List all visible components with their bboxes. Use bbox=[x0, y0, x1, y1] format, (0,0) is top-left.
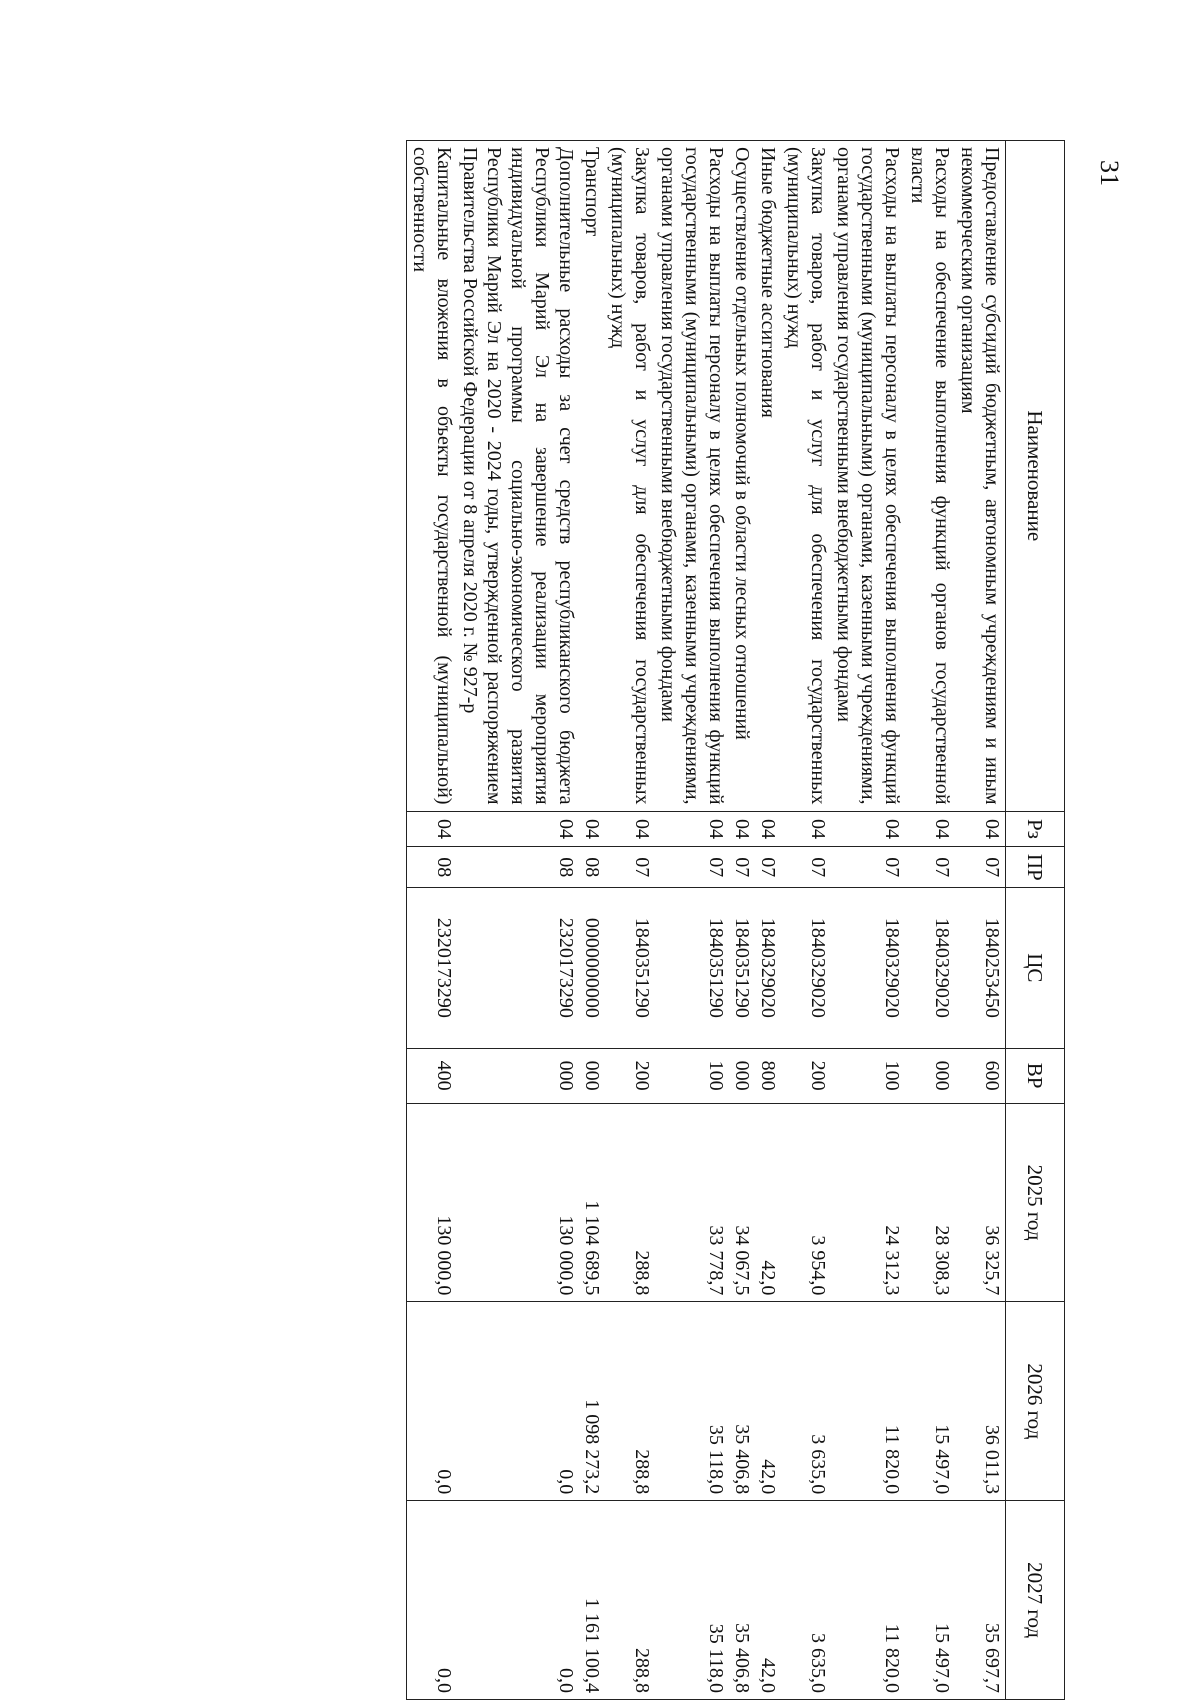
cell-2026: 11 820,0 bbox=[831, 1302, 905, 1501]
cell-pr: 07 bbox=[655, 847, 729, 888]
cell-vr: 100 bbox=[831, 1048, 905, 1103]
table-row bbox=[457, 141, 579, 1700]
table-row bbox=[831, 141, 905, 1700]
table-row bbox=[755, 141, 781, 1700]
table-row bbox=[579, 141, 605, 1700]
cell-pr: 07 bbox=[605, 847, 655, 888]
cell-cs: 1840253450 bbox=[955, 888, 1006, 1048]
cell-pr: 08 bbox=[579, 847, 605, 888]
cell-pr: 08 bbox=[457, 847, 579, 888]
cell-2026: 36 011,3 bbox=[955, 1302, 1006, 1501]
cell-vr: 000 bbox=[579, 1048, 605, 1103]
cell-2025: 3 954,0 bbox=[781, 1103, 831, 1302]
cell-2026: 0,0 bbox=[407, 1302, 458, 1501]
table-row bbox=[729, 141, 755, 1700]
cell-name: Капитальные вложения в объекты государственной (муниципальной) собственности bbox=[407, 141, 458, 812]
cell-2027: 288,8 bbox=[605, 1501, 655, 1700]
cell-name: Транспорт bbox=[579, 141, 605, 812]
cell-2027: 1 161 100,4 bbox=[579, 1501, 605, 1700]
table-row bbox=[407, 141, 458, 1700]
cell-vr: 100 bbox=[655, 1048, 729, 1103]
cell-2025: 130 000,0 bbox=[457, 1103, 579, 1302]
cell-2026: 3 635,0 bbox=[781, 1302, 831, 1501]
table-row bbox=[781, 141, 831, 1700]
cell-rz: 04 bbox=[729, 811, 755, 847]
table-row bbox=[655, 141, 729, 1700]
cell-rz: 04 bbox=[605, 811, 655, 847]
cell-cs: 1840351290 bbox=[655, 888, 729, 1048]
cell-pr: 07 bbox=[729, 847, 755, 888]
cell-2027: 35 697,7 bbox=[955, 1501, 1006, 1700]
cell-name: Расходы на выплаты персоналу в целях обеспечения выполнения функций государственными (муниципальными) органами, казенными учреждениями, органами управления государственными внебюджетными фондами bbox=[655, 141, 729, 812]
cell-2025: 42,0 bbox=[755, 1103, 781, 1302]
cell-cs: 1840329020 bbox=[831, 888, 905, 1048]
cell-rz: 04 bbox=[655, 811, 729, 847]
header-2025: 2025 год bbox=[1006, 1103, 1065, 1302]
cell-2027: 3 635,0 bbox=[781, 1501, 831, 1700]
cell-2026: 288,8 bbox=[605, 1302, 655, 1501]
cell-2025: 36 325,7 bbox=[955, 1103, 1006, 1302]
table-row bbox=[955, 141, 1006, 1700]
table-row bbox=[905, 141, 955, 1700]
cell-name: Расходы на обеспечение выполнения функций органов государственной власти bbox=[905, 141, 955, 812]
cell-name: Закупка товаров, работ и услуг для обеспечения государственных (муниципальных) нужд bbox=[605, 141, 655, 812]
header-2027: 2027 год bbox=[1006, 1501, 1065, 1700]
cell-pr: 07 bbox=[831, 847, 905, 888]
cell-cs: 2320173290 bbox=[407, 888, 458, 1048]
table-row bbox=[605, 141, 655, 1700]
cell-vr: 000 bbox=[905, 1048, 955, 1103]
cell-2025: 34 067,5 bbox=[729, 1103, 755, 1302]
cell-2027: 35 118,0 bbox=[655, 1501, 729, 1700]
cell-pr: 07 bbox=[905, 847, 955, 888]
header-pr: ПР bbox=[1006, 847, 1065, 888]
page-number: 31 bbox=[1095, 160, 1124, 186]
cell-pr: 08 bbox=[407, 847, 458, 888]
cell-2027: 15 497,0 bbox=[905, 1501, 955, 1700]
cell-rz: 04 bbox=[905, 811, 955, 847]
cell-vr: 400 bbox=[407, 1048, 458, 1103]
cell-rz: 04 bbox=[781, 811, 831, 847]
cell-2027: 11 820,0 bbox=[831, 1501, 905, 1700]
cell-2026: 1 098 273,2 bbox=[579, 1302, 605, 1501]
budget-table bbox=[406, 140, 1065, 1700]
cell-cs: 2320173290 bbox=[457, 888, 579, 1048]
header-name: Наименование bbox=[1006, 141, 1065, 812]
cell-2027: 42,0 bbox=[755, 1501, 781, 1700]
cell-name: Иные бюджетные ассигнования bbox=[755, 141, 781, 812]
cell-2026: 15 497,0 bbox=[905, 1302, 955, 1501]
cell-name: Дополнительные расходы за счет средств республиканского бюджета Республики Марий Эл на завершение реализации мероприятия индивидуальной программы социально-экономического развития Республики Марий Эл на 2020 - 2024 годы, утвержденной распоряжением Правительства Российской Федерации от 8 апреля 2020 г. № 927-р bbox=[457, 141, 579, 812]
cell-name: Предоставление субсидий бюджетным, автономным учреждениям и иным некоммерческим организациям bbox=[955, 141, 1006, 812]
cell-rz: 04 bbox=[457, 811, 579, 847]
cell-vr: 200 bbox=[781, 1048, 831, 1103]
cell-2026: 35 406,8 bbox=[729, 1302, 755, 1501]
cell-rz: 04 bbox=[755, 811, 781, 847]
cell-vr: 200 bbox=[605, 1048, 655, 1103]
cell-vr: 800 bbox=[755, 1048, 781, 1103]
cell-cs: 0000000000 bbox=[579, 888, 605, 1048]
budget-table-container bbox=[160, 140, 1065, 1700]
cell-2025: 33 778,7 bbox=[655, 1103, 729, 1302]
cell-2027: 35 406,8 bbox=[729, 1501, 755, 1700]
cell-vr: 000 bbox=[457, 1048, 579, 1103]
cell-rz: 04 bbox=[955, 811, 1006, 847]
cell-name: Закупка товаров, работ и услуг для обеспечения государственных (муниципальных) нужд bbox=[781, 141, 831, 812]
cell-2026: 42,0 bbox=[755, 1302, 781, 1501]
cell-2027: 0,0 bbox=[457, 1501, 579, 1700]
cell-vr: 000 bbox=[729, 1048, 755, 1103]
cell-rz: 04 bbox=[579, 811, 605, 847]
cell-rz: 04 bbox=[831, 811, 905, 847]
cell-rz: 04 bbox=[407, 811, 458, 847]
cell-pr: 07 bbox=[955, 847, 1006, 888]
cell-2026: 0,0 bbox=[457, 1302, 579, 1501]
cell-2026: 35 118,0 bbox=[655, 1302, 729, 1501]
cell-vr: 600 bbox=[955, 1048, 1006, 1103]
header-2026: 2026 год bbox=[1006, 1302, 1065, 1501]
cell-cs: 1840329020 bbox=[755, 888, 781, 1048]
cell-2025: 28 308,3 bbox=[905, 1103, 955, 1302]
cell-2027: 0,0 bbox=[407, 1501, 458, 1700]
cell-2025: 130 000,0 bbox=[407, 1103, 458, 1302]
cell-2025: 288,8 bbox=[605, 1103, 655, 1302]
header-rz: Рз bbox=[1006, 811, 1065, 847]
cell-pr: 07 bbox=[781, 847, 831, 888]
cell-name: Расходы на выплаты персоналу в целях обеспечения выполнения функций государственными (муниципальными) органами, казенными учреждениями, органами управления государственными внебюджетными фондами bbox=[831, 141, 905, 812]
cell-cs: 1840329020 bbox=[905, 888, 955, 1048]
cell-cs: 1840351290 bbox=[729, 888, 755, 1048]
cell-cs: 1840351290 bbox=[605, 888, 655, 1048]
cell-cs: 1840329020 bbox=[781, 888, 831, 1048]
header-vr: ВР bbox=[1006, 1048, 1065, 1103]
cell-2025: 24 312,3 bbox=[831, 1103, 905, 1302]
cell-name: Осуществление отдельных полномочий в области лесных отношений bbox=[729, 141, 755, 812]
table-header-row bbox=[1006, 141, 1065, 1700]
cell-pr: 07 bbox=[755, 847, 781, 888]
cell-2025: 1 104 689,5 bbox=[579, 1103, 605, 1302]
header-cs: ЦС bbox=[1006, 888, 1065, 1048]
